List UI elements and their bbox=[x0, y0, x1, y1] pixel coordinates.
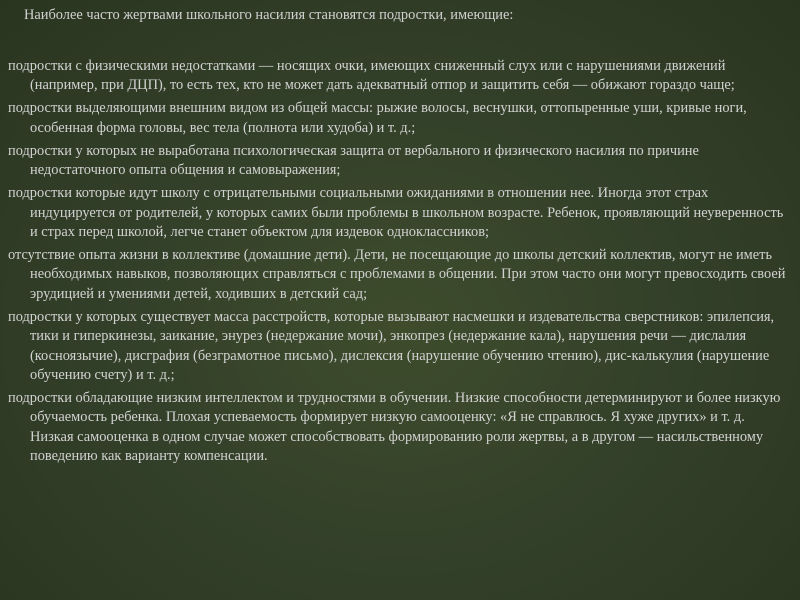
list-item: подростки обладающие низким интеллектом и трудностями в обучении. Низкие способности детерминируют и более низкую обучаемость ребенка. Плохая успеваемость формирует низкую самооценку: «Я не справлюсь. Я хуже других» и т. д. Низкая самооценка в одном случае может способствовать формированию роли жертвы, а в другом — насильственному поведению как варианту компенсации. bbox=[8, 390, 781, 465]
list-item: подростки выделяющими внешним видом из общей массы: рыжие волосы, веснушки, оттопыренные уши, кривые ноги, особенная форма головы, вес тела (полнота или худоба) и т. д.; bbox=[8, 100, 747, 136]
list-item: отсутствие опыта жизни в коллективе (домашние дети). Дети, не посещающие до школы детский коллектив, могут не иметь необходимых навыков, позволяющих справляться с проблемами в общении. При этом часто они могут превосходить своей эрудицией и умениями детей, ходивших в детский сад; bbox=[8, 247, 786, 302]
risk-factor-list bbox=[8, 57, 788, 470]
list-item: подростки которые идут школу с отрицательными социальными ожиданиями в отношении нее. Иногда этот страх индуцируется от родителей, у которых самих были проблемы в школьном возрасте. Ребенок, проявляющий неуверенность и страх перед школой, легче станет объектом для издевок одноклассников; bbox=[8, 185, 784, 241]
list-item: подростки с физическими недостатками — носящих очки, имеющих сниженный слух или с нарушениями движений (например, при ДЦП), то есть тех, кто не может дать адекватный отпор и защитить себя — обижают гораздо чаще; bbox=[8, 58, 735, 94]
list-item: подростки у которых не выработана психологическая защита от вербального и физического насилия по причине недостаточного опыта общения и самовыражения; bbox=[8, 142, 699, 179]
list-item: подростки у которых существует масса расстройств, которые вызывают насмешки и издевательства сверстников: эпилепсия, тики и гиперкинезы, заикание, энурез (недержание мочи), энкопрез (недержание кала), нарушения речи — дислалия (косноязычие), дисграфия (безграмотное письмо), дислексия (нарушение обучению чтению), дис-калькулия (нарушение обучению счету) и т. д.; bbox=[8, 308, 775, 384]
intro-text: Наиболее часто жертвами школьного насилия становятся подростки, имеющие: bbox=[24, 7, 514, 23]
